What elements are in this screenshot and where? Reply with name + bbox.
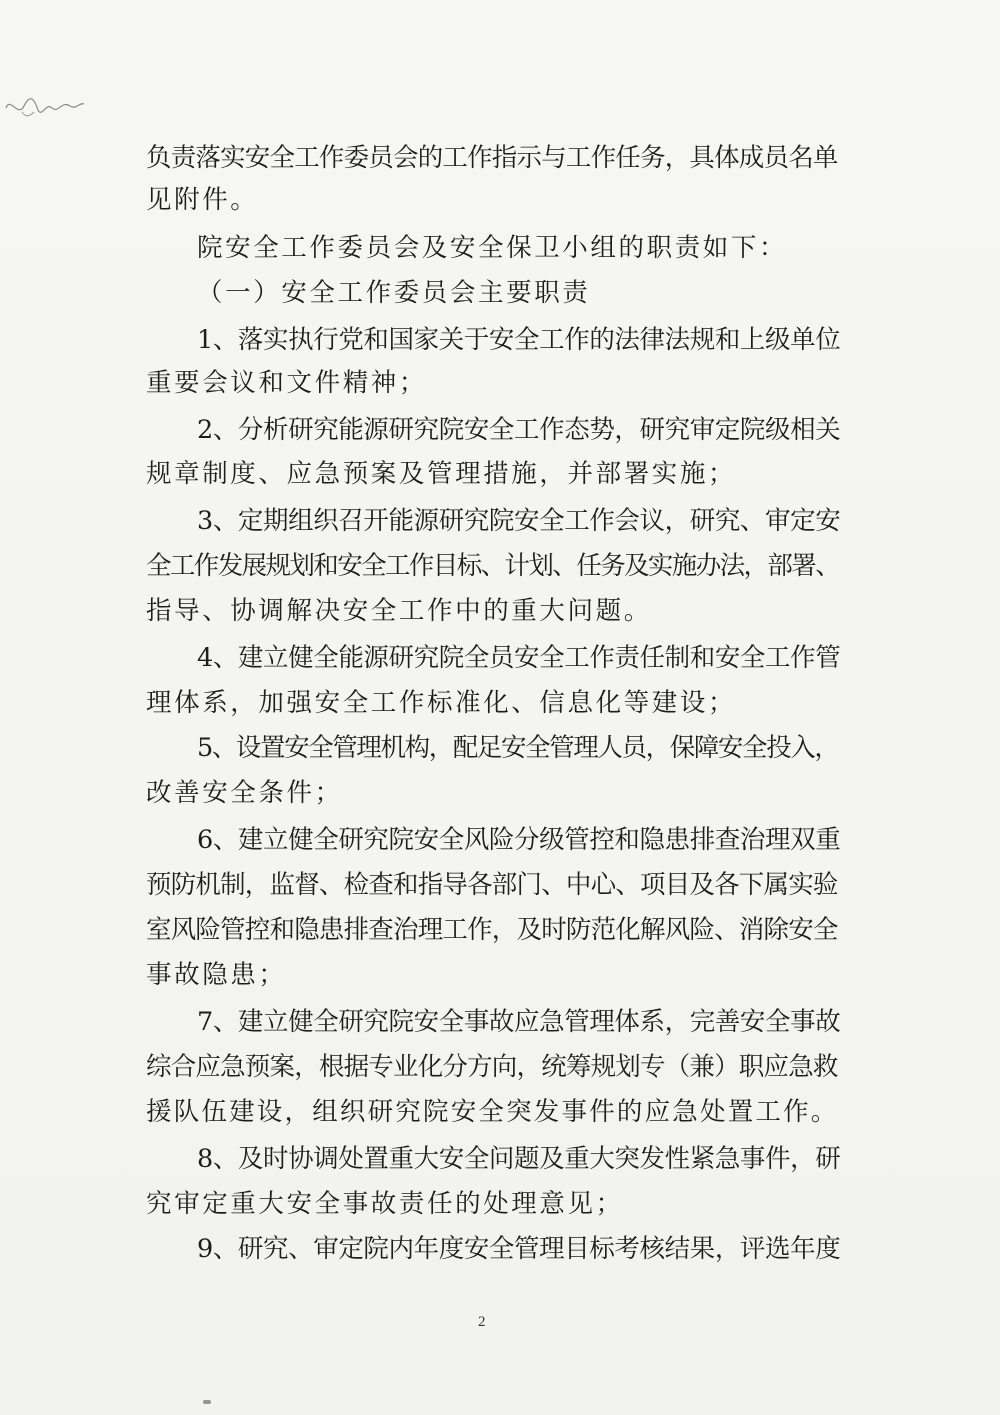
text-line: 9、研究、审定院内年度安全管理目标考核结果，评选年度 (197, 1234, 841, 1264)
text-line: 援队伍建设，组织研究院安全突发事件的应急处置工作。 (146, 1097, 839, 1127)
handwritten-mark-icon (0, 88, 90, 124)
text-line: 2、分析研究能源研究院安全工作态势，研究审定院级相关 (197, 415, 841, 445)
text-line: 究审定重大安全事故责任的处理意见； (146, 1189, 624, 1219)
text-line: 综合应急预案，根据专业化分方向，统筹规划专（兼）职应急救 (146, 1052, 838, 1082)
text-line: 事故隐患； (146, 960, 287, 990)
text-line: 见附件。 (146, 185, 259, 215)
text-line: 全工作发展规划和安全工作目标、计划、任务及实施办法，部署、 (146, 551, 840, 581)
text-line: 5、设置安全管理机构，配足安全管理人员，保障安全投入， (197, 733, 839, 763)
text-line: 室风险管控和隐患排查治理工作，及时防范化解风险、消除安全 (146, 915, 838, 945)
scan-artifact (203, 1400, 211, 1404)
text-line: 重要会议和文件精神； (146, 368, 428, 398)
page-number: 2 (478, 1314, 486, 1330)
text-line: 3、定期组织召开能源研究院安全工作会议，研究、审定安 (197, 506, 841, 536)
text-line: 指导、协调解决安全工作中的重大问题。 (146, 596, 652, 626)
text-line: 1、落实执行党和国家关于安全工作的法律法规和上级单位 (197, 325, 841, 355)
text-line: 6、建立健全研究院安全风险分级管控和隐患排查治理双重 (197, 825, 841, 855)
text-line: 负责落实安全工作委员会的工作指示与工作任务，具体成员名单 (146, 143, 838, 173)
text-line: 规章制度、应急预案及管理措施，并部署实施； (146, 459, 737, 489)
text-line: 理体系，加强安全工作标准化、信息化等建设； (146, 688, 737, 718)
text-line: 7、建立健全研究院安全事故应急管理体系，完善安全事故 (197, 1007, 841, 1037)
text-line: 改善安全条件； (146, 778, 343, 808)
section-heading: （一）安全工作委员会主要职责 (197, 278, 591, 308)
text-line: 4、建立健全能源研究院全员安全工作责任制和安全工作管 (197, 643, 841, 673)
text-line: 8、及时协调处置重大安全问题及重大突发性紧急事件，研 (197, 1144, 841, 1174)
text-line: 预防机制，监督、检查和指导各部门、中心、项目及各下属实验 (146, 870, 838, 900)
text-line: 院安全工作委员会及安全保卫小组的职责如下： (197, 233, 788, 263)
